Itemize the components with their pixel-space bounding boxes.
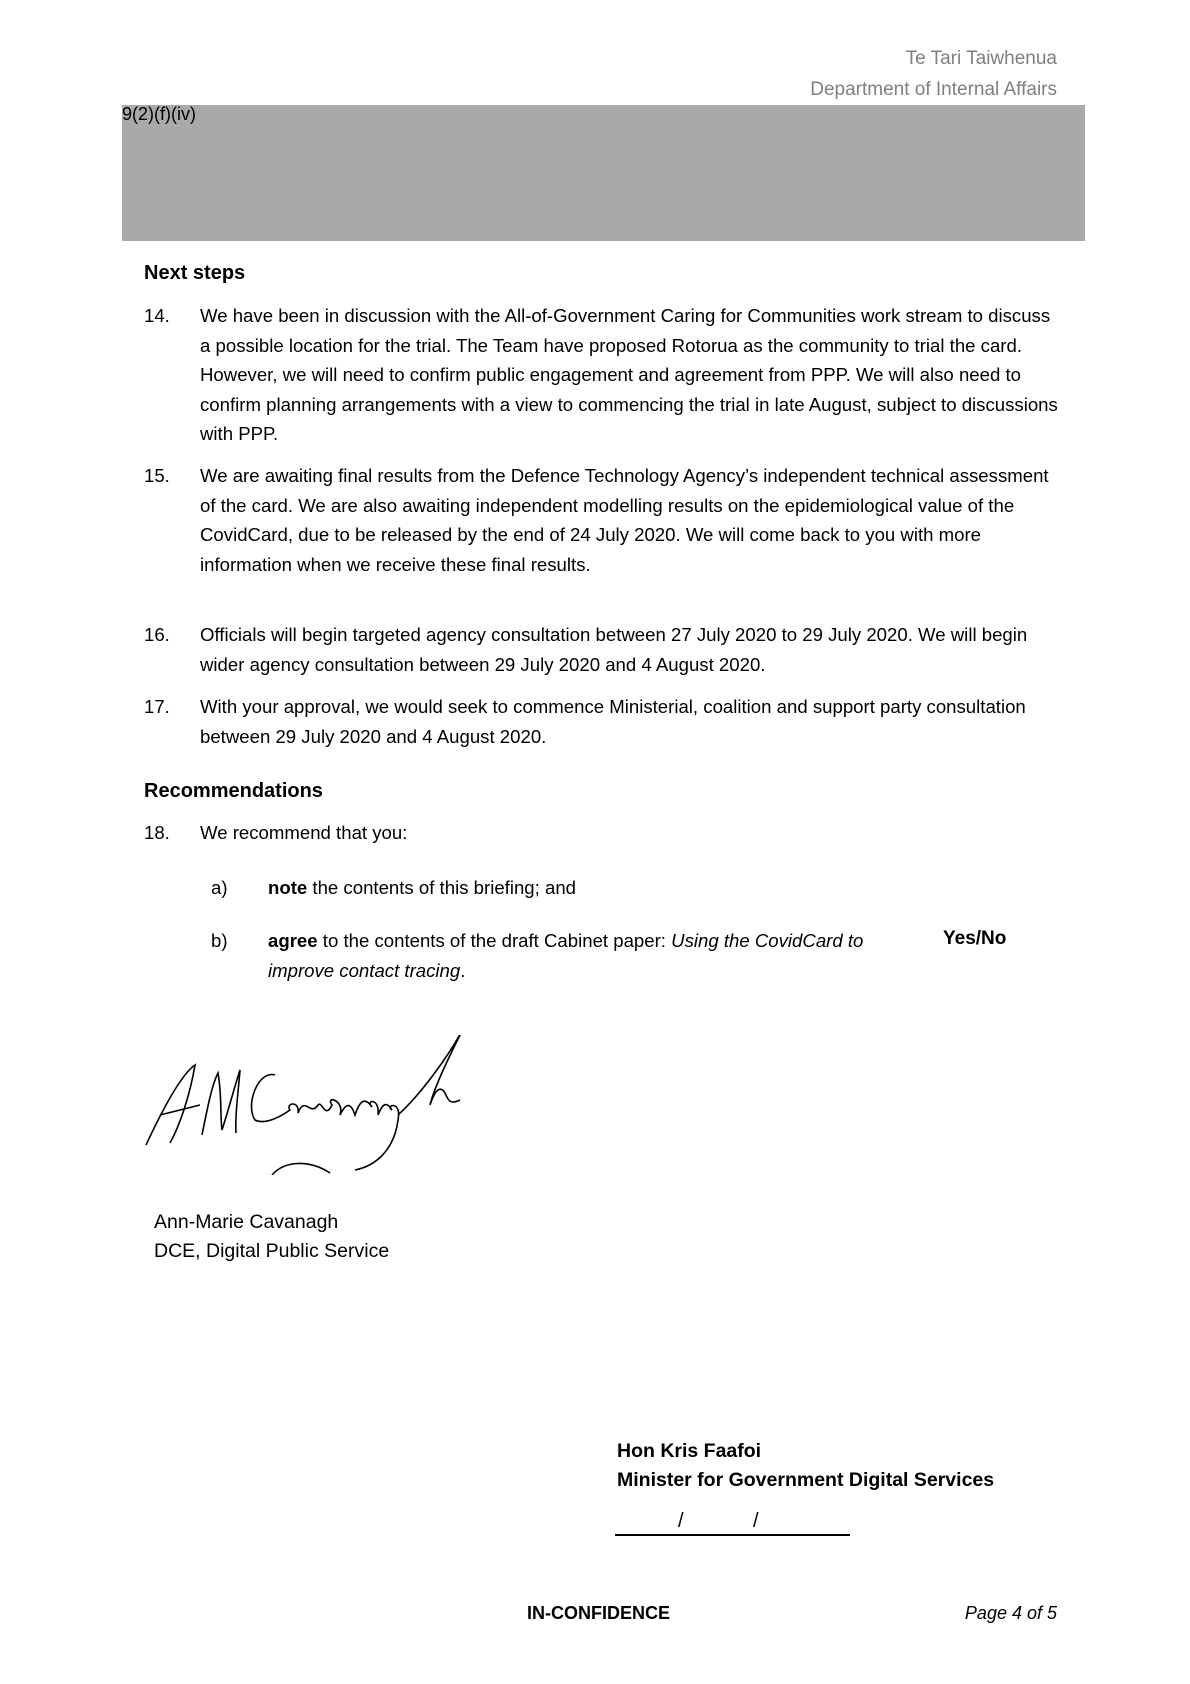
minister-name: Hon Kris Faafoi xyxy=(617,1440,762,1462)
full-stop: . xyxy=(460,959,466,981)
recommendation-verb: agree xyxy=(268,930,318,951)
next-steps-heading: Next steps xyxy=(144,262,246,284)
paragraph-text: We are awaiting final results from the Defence Technology Agency’s independent technical assessment of the card. We are also awaiting independent modelling results on the epidemiological value of the CovidCard, due to be released by the end of 24 July 2020. We will come back to you with more information when we receive these final results. xyxy=(200,465,1049,575)
recommendation-label: a) xyxy=(211,877,228,898)
recommendation-a xyxy=(211,873,1031,903)
paragraph-text: We recommend that you: xyxy=(200,822,408,843)
org-name-english: Department of Internal Affairs xyxy=(810,79,1057,100)
recommendation-label: b) xyxy=(211,930,228,951)
redaction-block xyxy=(122,105,1085,241)
paragraph-14 xyxy=(144,301,1059,449)
date-line xyxy=(615,1534,850,1536)
minister-title: Minister for Government Digital Services xyxy=(617,1469,995,1491)
paragraph-text: We have been in discussion with the All-of-Government Caring for Communities work stream to discuss a possible location for the trial. The Team have proposed Rotorua as the community to trial the card. However, we will need to confirm public engagement and agreement from PPP. We will also need to confirm planning arrangements with a view to commencing the trial in late August, subject to discussions with PPP. xyxy=(200,305,1058,445)
page-number: Page 4 of 5 xyxy=(964,1603,1057,1623)
recommendation-text: to the contents of the draft Cabinet paper: xyxy=(317,930,672,951)
paragraph-15 xyxy=(144,461,1059,579)
org-name-maori: Te Tari Taiwhenua xyxy=(905,48,1057,69)
recommendations-heading: Recommendations xyxy=(144,780,323,802)
paragraph-number: 16. xyxy=(144,624,170,645)
redaction-label: 9(2)(f)(iv) xyxy=(122,104,196,124)
paragraph-16 xyxy=(144,620,1059,679)
paragraph-number: 18. xyxy=(144,822,170,843)
paragraph-number: 17. xyxy=(144,696,170,717)
paper-title: Using the CovidCard to improve contact tracing xyxy=(268,930,864,981)
paragraph-number: 14. xyxy=(144,305,170,326)
recommendation-text: the contents of this briefing; and xyxy=(307,877,576,898)
recommendation-b xyxy=(211,926,1031,985)
signatory-title: DCE, Digital Public Service xyxy=(154,1240,390,1262)
paragraph-number: 15. xyxy=(144,465,170,486)
paragraph-text: Officials will begin targeted agency consultation between 27 July 2020 to 29 July 2020. We will begin wider agency consultation between 29 July 2020 and 4 August 2020. xyxy=(200,624,1028,675)
paragraph-text: With your approval, we would seek to commence Ministerial, coalition and support party consultation between 29 July 2020 and 4 August 2020. xyxy=(200,696,1026,747)
classification-footer: IN-CONFIDENCE xyxy=(527,1603,670,1623)
yes-no-response: Yes/No xyxy=(943,928,1007,949)
paragraph-18 xyxy=(144,818,1059,848)
paragraph-17 xyxy=(144,692,1059,751)
date-separator: / xyxy=(753,1510,759,1532)
signatory-name: Ann-Marie Cavanagh xyxy=(154,1211,339,1233)
date-separator: / xyxy=(678,1510,684,1532)
handwritten-signature xyxy=(140,1035,520,1175)
recommendation-verb: note xyxy=(268,877,308,898)
